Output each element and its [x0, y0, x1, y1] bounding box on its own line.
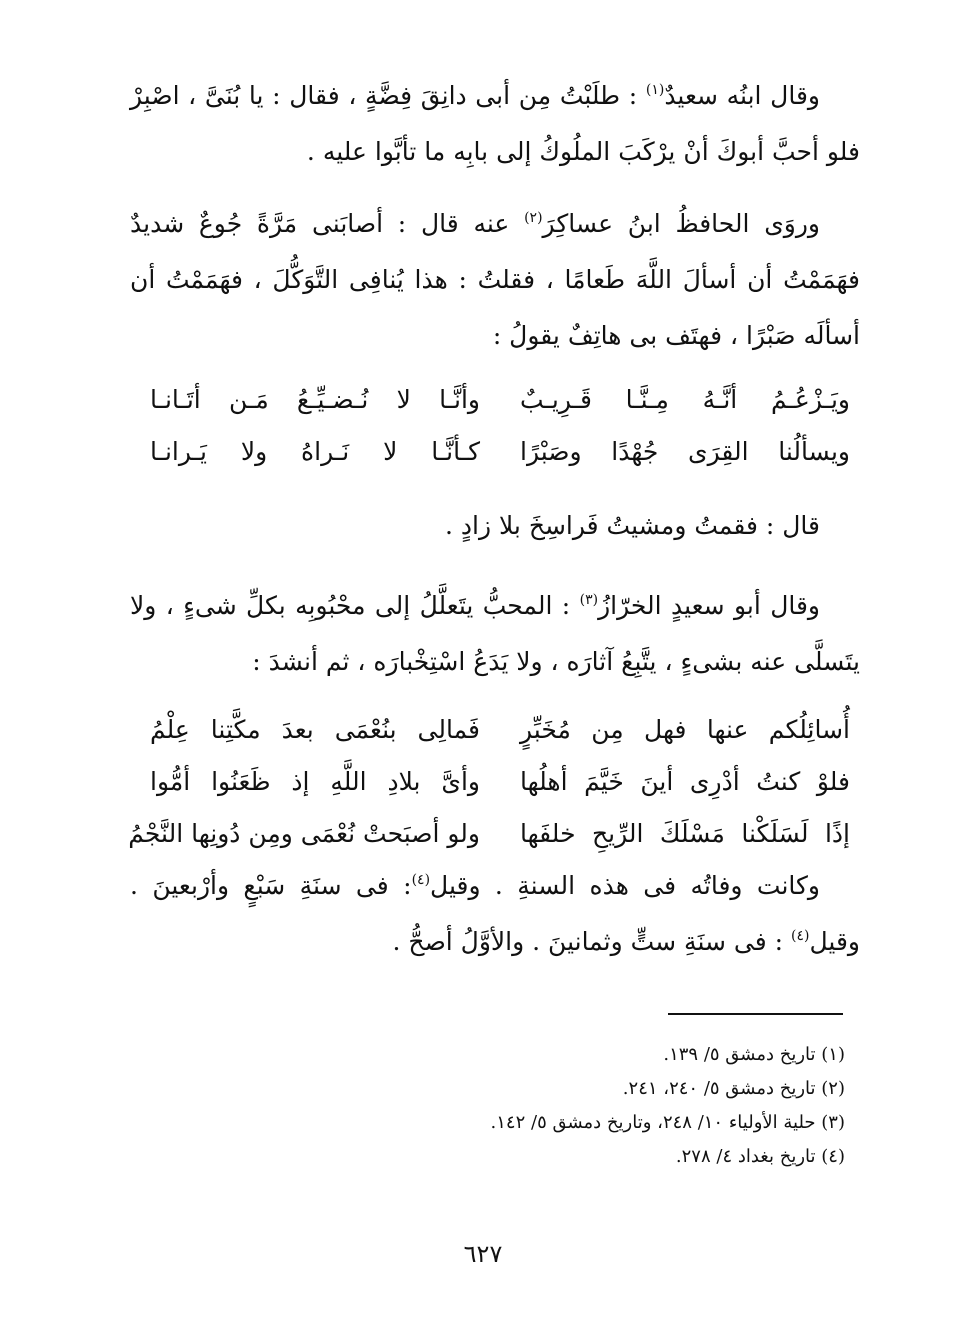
paragraph-text: : المحبُّ يتَعلَّلُ إلى محْبُوبِه بكلِّ شىءٍ ، ولا يتَسلَّى عنه بشىءٍ ، يتَّبِعُ آثارَه ، ولا يَدَعُ اسْتِخْبارَه ، ثم أنشدَ :	[130, 591, 860, 676]
paragraph-ibn-asakir	[130, 196, 860, 364]
verse-first-hemistich: ويسألُنا القِرَى جُهْدًا وصَبْرًا	[520, 437, 850, 466]
paragraph-text: وقال ابنُه سعيدٌ	[664, 81, 820, 110]
paragraph-abu-said	[130, 578, 860, 690]
verse-second-hemistich: كـأنَّـا لا نَـراهُ ولا يَـرانـا	[150, 437, 480, 466]
verse-line	[150, 704, 850, 756]
footnotes	[300, 1038, 845, 1174]
verse-second-hemistich: فَمالِى بنُعْمَى بعدَ مكَّتِنا عِلْمُ	[150, 715, 480, 744]
verse-line	[150, 374, 850, 426]
verse-first-hemistich: إذًا لَسَلَكْنا مَسْلَكَ الرِّيحِ خلفَها	[520, 819, 850, 848]
verse-first-hemistich: فلوْ كنتُ أدْرِى أينَ خَيَّمَ أهلُها	[520, 767, 850, 796]
verse-line	[150, 426, 850, 478]
paragraph-death	[130, 858, 860, 970]
footnote-ref: (٣)	[579, 592, 599, 608]
paragraph-text: عنه قال : أصابَنى مَرَّةً جُوعٌ شديدٌ فهَمَمْتُ أن أسألَ اللَّهَ طَعامًا ، فقلتُ : هذا يُنافِى التَّوَكُّلَ ، فهَمَمْتُ أن أسألَه صَبْرًا ، فهتَف بى هاتِفٌ يقولُ :	[130, 209, 860, 350]
footnote-ref: (٢)	[524, 210, 543, 226]
paragraph-text: وروَى الحافظُ ابنُ عساكِرَ	[542, 209, 821, 238]
poem-two	[128, 704, 850, 860]
verse-line	[150, 756, 850, 808]
footnote-ref: (٤)	[411, 872, 431, 888]
paragraph-text: قال : فقمتُ ومشيتُ فَراسِخَ بلا زادٍ .	[445, 511, 820, 540]
paragraph-text: : فى سنَةِ سَبْعٍ وأرْبعينَ . وقيل	[130, 871, 860, 956]
footnote-ref: (١)	[645, 82, 665, 98]
verse-first-hemistich: أُسائِلُكم عنها فهل مِن مُخَبِّرٍ	[520, 715, 850, 744]
paragraph-walked	[130, 498, 860, 554]
footnote-ref: (٤)	[791, 928, 810, 944]
paragraph-text: : طلَبْتُ مِن أبى دانِقَ فِضَّةٍ ، فقال : يا بُنَىَّ ، اصْبِرْ فلو أحبَّ أبوكَ أنْ يرْكَبَ الملُوكُ إلى بابِه ما تأبَّوا عليه .	[130, 81, 860, 166]
footnote-item: (١) تاريخ دمشق ٥/ ١٣٩.	[663, 1044, 845, 1065]
paragraph-text: وقال أبو سعيدٍ الخرّازُ	[598, 591, 820, 620]
verse-line	[128, 808, 850, 860]
poem-one	[150, 374, 850, 478]
footnote-divider	[668, 1013, 843, 1015]
paragraph-text: وكانت وفاتُه فى هذه السنةِ . وقيل	[430, 871, 820, 900]
paragraph-text: : فى سنَةِ ستٍّ وثمانينَ . والأوَّلُ أصحُّ .	[392, 927, 792, 956]
verse-second-hemistich: ولو أصبَحتْ نُعْمَى ومِن دُونِها النَّجْمُ	[128, 819, 480, 848]
verse-second-hemistich: وأىَّ بلادِ اللَّهِ إذ ظَعَنُوا أمُّوا	[150, 767, 480, 796]
footnote-item: (٢) تاريخ دمشق ٥/ ٢٤٠، ٢٤١.	[622, 1078, 845, 1099]
footnote-item: (٤) تاريخ بغداد ٤/ ٢٧٨.	[675, 1146, 845, 1167]
footnote-item: (٣) حلية الأولياء ١٠/ ٢٤٨، وتاريخ دمشق ٥/ ١٤٢.	[490, 1112, 845, 1133]
verse-second-hemistich: وأنَّـا لا نُـضـيِّـعُ مَـن أتَـانـا	[150, 385, 480, 414]
page-number: ٦٢٧	[463, 1240, 503, 1268]
paragraph-said-son	[130, 68, 860, 180]
verse-first-hemistich: ويَـزْعُـمُ أنَّـهُ مِـنَّـا قَـرِيـبٌ	[520, 385, 850, 414]
